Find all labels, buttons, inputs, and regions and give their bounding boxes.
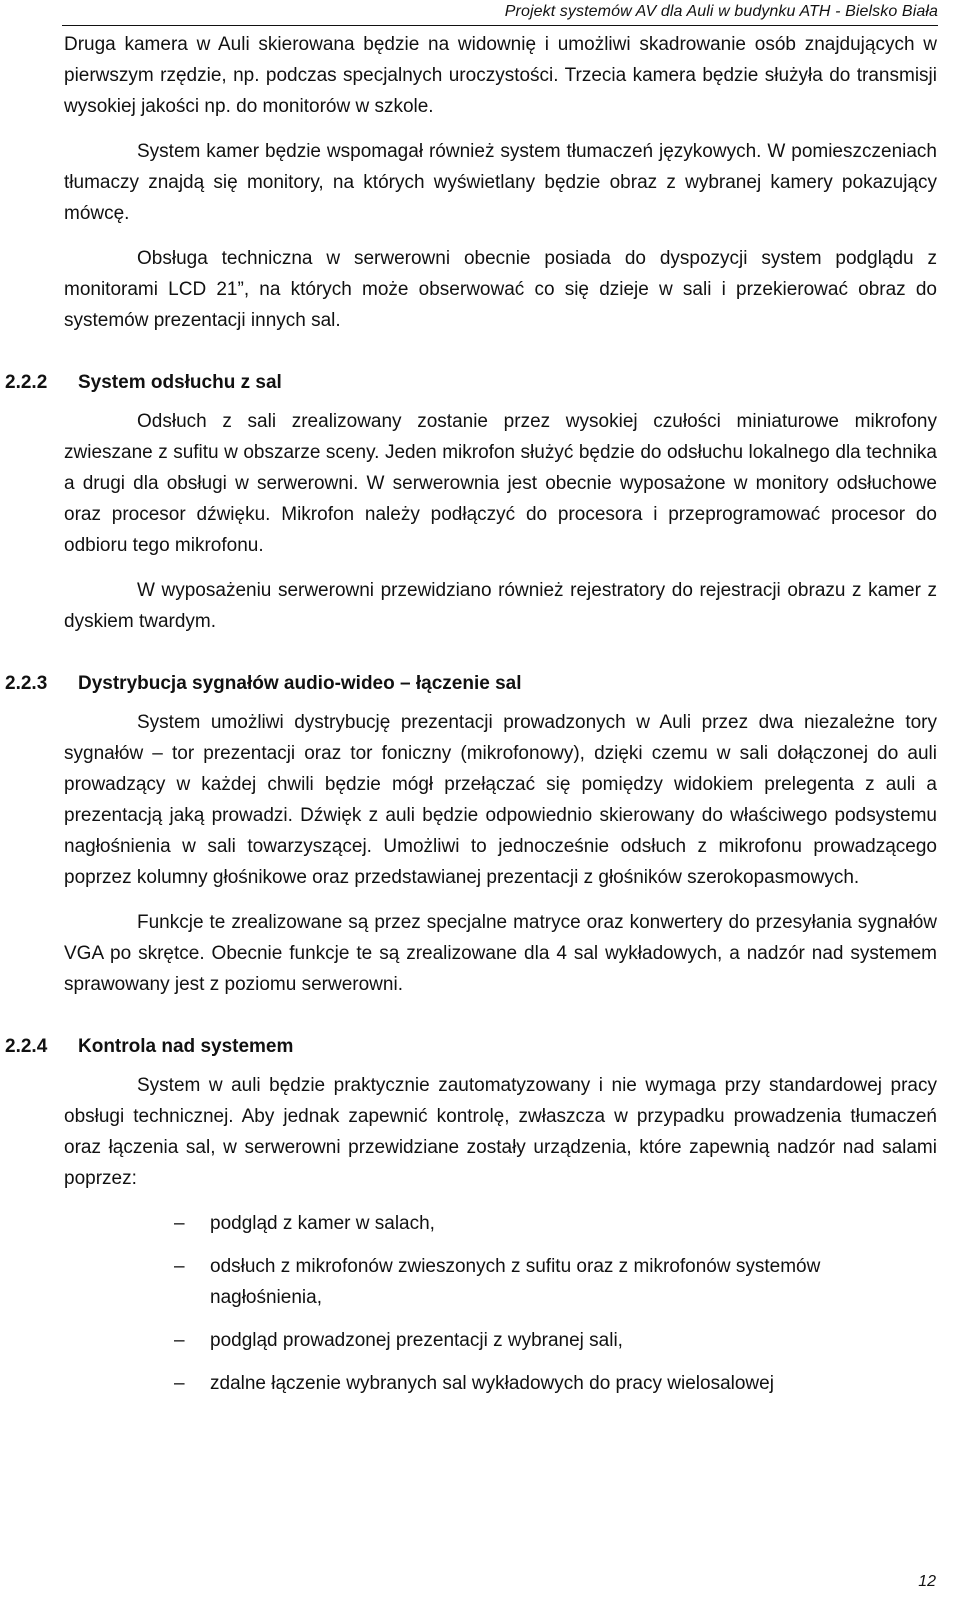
section-heading-2-2-2 [5,367,937,398]
section-heading-2-2-3 [5,668,937,699]
paragraph: Druga kamera w Auli skierowana będzie na widownię i umożliwi skadrowanie osób znajdujących w pierwszym rzędzie, np. podczas specjalnych uroczystości. Trzecia kamera będzie służyła do transmisji wysokiej jakości np. do monitorów w szkole. [64,34,937,117]
paragraph: Odsłuch z sali zrealizowany zostanie przez wysokiej czułości miniaturowe mikrofony zwieszane z sufitu w obszarze sceny. Jeden mikrofon służyć będzie do odsłuchu lokalnego dla technika a drugi dla obsługi w serwerowni. W serwerownia jest obecnie wyposażone w monitory odsłuchowe oraz procesor dźwięku. Mikrofon należy podłączyć do procesora i przeprogramować procesor do odbioru tego mikrofonu. [64,411,937,556]
paragraph: System kamer będzie wspomagał również system tłumaczeń językowych. W pomieszczeniach tłumaczy znajdą się monitory, na których wyświetlany będzie obraz z wybranej kamery pokazujący mówcę. [64,141,937,224]
section-heading-2-2-4 [5,1031,937,1062]
dash-marker: – [174,1330,185,1351]
list-item-text: podgląd z kamer w salach, [210,1213,435,1234]
running-header: Projekt systemów AV dla Auli w budynku ATH - Bielsko Biała [504,3,938,20]
paragraph: W wyposażeniu serwerowni przewidziano również rejestratory do rejestracji obrazu z kamer z dyskiem twardym. [64,580,937,632]
page-body [5,29,937,1411]
section-number: 2.2.2 [5,372,48,393]
paragraph: Funkcje te zrealizowane są przez specjalne matryce oraz konwertery do przesyłania sygnałów VGA po skrętce. Obecnie funkcje te są zrealizowane dla 4 sal wykładowych, a nadzór nad systemem sprawowany jest z poziomu serwerowni. [64,912,937,995]
section-number: 2.2.3 [5,673,48,694]
paragraph: System umożliwi dystrybucję prezentacji prowadzonych w Auli przez dwa niezależne tory sygnałów – tor prezentacji oraz tor foniczny (mikrofonowy), dzięki czemu w sali dołączonej do auli prowadzący w każdej chwili będzie mógł przełączać się pomiędzy widokiem prelegenta z auli a prezentacją jaką prowadzi. Dźwięk z auli będzie odpowiednio skierowany do właściwego podsystemu nagłośnienia w sali towarzyszącej. Umożliwi to jednocześnie odsłuch z mikrofonu prowadzącego poprzez kolumny głośnikowe oraz przedstawianej prezentacji z głośników szerokopasmowych. [64,712,937,888]
section-title: Dystrybucja sygnałów audio-wideo – łączenie sal [78,673,522,694]
list-item [64,1368,937,1399]
header-rule [62,25,938,26]
bullet-list [64,1208,937,1399]
dash-marker: – [174,1373,185,1394]
section-title: System odsłuchu z sal [78,372,282,393]
dash-marker: – [174,1213,185,1234]
section-number: 2.2.4 [5,1036,48,1057]
dash-marker: – [174,1256,185,1277]
list-item-text: podgląd prowadzonej prezentacji z wybranej sali, [210,1330,623,1351]
list-item-text: zdalne łączenie wybranych sal wykładowych do pracy wielosalowej [210,1373,774,1394]
section-title: Kontrola nad systemem [78,1036,294,1057]
list-item [64,1325,937,1356]
list-item [64,1251,937,1313]
paragraph: System w auli będzie praktycznie zautomatyzowany i nie wymaga przy standardowej pracy obsługi technicznej. Aby jednak zapewnić kontrolę, zwłaszcza w przypadku prowadzenia tłumaczeń oraz łączenia sal, w serwerowni przewidziane zostały urządzenia, które zapewnią nadzór nad salami poprzez: [64,1075,937,1189]
paragraph: Obsługa techniczna w serwerowni obecnie posiada do dyspozycji system podglądu z monitorami LCD 21”, na których może obserwować co się dzieje w sali i przekierować obraz do systemów prezentacji innych sal. [64,248,937,331]
list-item-text: odsłuch z mikrofonów zwieszonych z sufitu oraz z mikrofonów systemów nagłośnienia, [210,1256,821,1308]
list-item [64,1208,937,1239]
page-number: 12 [918,1573,936,1590]
